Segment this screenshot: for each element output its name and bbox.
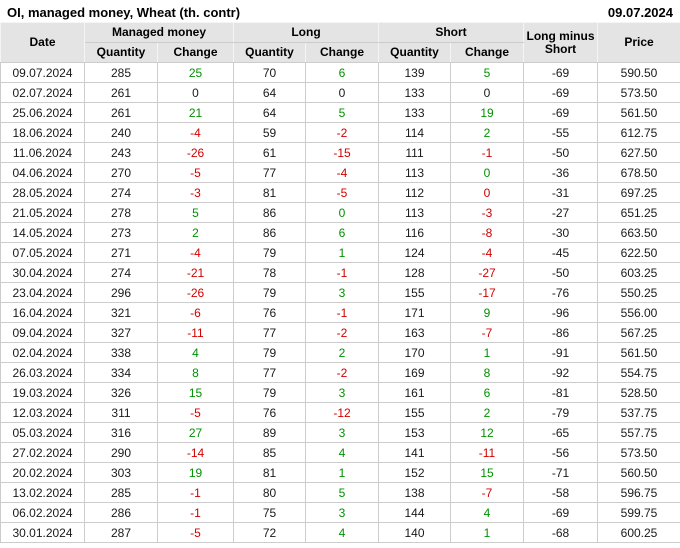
table-row [1,383,680,403]
table-row [1,343,680,363]
cell-date: 30.04.2024 [1,263,85,283]
cell-long-quantity: 61 [234,143,306,163]
cell-long-quantity: 77 [234,163,306,183]
cell-long-minus-short: -58 [524,483,598,503]
cell-short-quantity: 138 [379,483,451,503]
cell-short-change: 9 [451,303,524,323]
cell-price: 561.50 [598,343,680,363]
table-row [1,463,680,483]
cell-long-change: 3 [306,283,379,303]
cell-short-quantity: 112 [379,183,451,203]
cell-short-change: 8 [451,363,524,383]
table-row [1,243,680,263]
cell-long-change: 3 [306,503,379,523]
col-header-managed-money: Managed money [85,23,234,43]
cell-long-minus-short: -69 [524,63,598,83]
cell-short-change: -7 [451,323,524,343]
table-row [1,523,680,543]
cell-long-minus-short: -69 [524,83,598,103]
cell-mm-quantity: 311 [85,403,158,423]
cell-mm-change: 8 [158,363,234,383]
cell-mm-change: -4 [158,123,234,143]
cell-short-change: -27 [451,263,524,283]
cell-long-minus-short: -69 [524,103,598,123]
cell-short-change: -1 [451,143,524,163]
col-header-short: Short [379,23,524,43]
cell-date: 16.04.2024 [1,303,85,323]
cell-mm-change: 19 [158,463,234,483]
table-row [1,63,680,83]
cell-price: 651.25 [598,203,680,223]
table-body [1,63,680,543]
cell-date: 23.04.2024 [1,283,85,303]
col-header-long: Long [234,23,379,43]
subcol-header-long-quantity: Quantity [234,43,306,63]
table-row [1,303,680,323]
cell-short-quantity: 114 [379,123,451,143]
cell-long-minus-short: -36 [524,163,598,183]
cell-date: 09.07.2024 [1,63,85,83]
cell-long-quantity: 80 [234,483,306,503]
cell-price: 550.25 [598,283,680,303]
cell-short-quantity: 169 [379,363,451,383]
table-row [1,223,680,243]
cell-long-quantity: 76 [234,403,306,423]
cell-long-quantity: 70 [234,63,306,83]
cell-long-change: 5 [306,483,379,503]
cell-mm-quantity: 286 [85,503,158,523]
cell-long-minus-short: -31 [524,183,598,203]
cell-mm-quantity: 261 [85,83,158,103]
table-row [1,263,680,283]
cell-short-quantity: 113 [379,163,451,183]
cell-short-change: 0 [451,83,524,103]
cell-mm-quantity: 261 [85,103,158,123]
col-header-date: Date [1,23,85,63]
table-row [1,483,680,503]
cell-short-quantity: 170 [379,343,451,363]
cell-short-quantity: 161 [379,383,451,403]
cell-price: 697.25 [598,183,680,203]
cell-long-quantity: 76 [234,303,306,323]
cell-long-minus-short: -81 [524,383,598,403]
cell-mm-quantity: 338 [85,343,158,363]
table-row [1,443,680,463]
cell-mm-change: -6 [158,303,234,323]
cell-short-quantity: 139 [379,63,451,83]
cell-long-quantity: 78 [234,263,306,283]
cell-price: 528.50 [598,383,680,403]
cell-short-change: 12 [451,423,524,443]
cell-price: 596.75 [598,483,680,503]
cell-short-change: -7 [451,483,524,503]
cell-long-quantity: 81 [234,463,306,483]
cell-price: 590.50 [598,63,680,83]
cell-short-change: -11 [451,443,524,463]
cell-long-quantity: 72 [234,523,306,543]
cell-short-change: -8 [451,223,524,243]
subcol-header-short-quantity: Quantity [379,43,451,63]
cell-mm-change: -5 [158,403,234,423]
cell-short-change: 4 [451,503,524,523]
table-row [1,363,680,383]
table-row [1,323,680,343]
title-bar [0,0,680,22]
cell-mm-change: -4 [158,243,234,263]
cell-short-change: 1 [451,523,524,543]
cell-long-change: -4 [306,163,379,183]
cell-mm-quantity: 285 [85,483,158,503]
cell-long-minus-short: -55 [524,123,598,143]
cell-price: 557.75 [598,423,680,443]
cell-long-quantity: 79 [234,243,306,263]
cell-long-change: 6 [306,223,379,243]
cell-long-change: -1 [306,263,379,283]
cell-short-change: 2 [451,123,524,143]
cell-short-quantity: 155 [379,403,451,423]
cell-long-minus-short: -76 [524,283,598,303]
cell-long-minus-short: -30 [524,223,598,243]
subcol-header-mm-quantity: Quantity [85,43,158,63]
cell-date: 12.03.2024 [1,403,85,423]
cell-mm-change: -1 [158,503,234,523]
cell-short-change: 6 [451,383,524,403]
cell-mm-quantity: 334 [85,363,158,383]
cell-mm-quantity: 326 [85,383,158,403]
table-row [1,203,680,223]
cell-mm-change: -11 [158,323,234,343]
cell-long-change: -2 [306,123,379,143]
cell-mm-quantity: 274 [85,263,158,283]
cell-long-change: 6 [306,63,379,83]
cell-date: 21.05.2024 [1,203,85,223]
cell-short-quantity: 155 [379,283,451,303]
cell-short-quantity: 152 [379,463,451,483]
cell-long-change: -1 [306,303,379,323]
cell-date: 20.02.2024 [1,463,85,483]
table-row [1,143,680,163]
cell-short-quantity: 141 [379,443,451,463]
subcol-header-mm-change: Change [158,43,234,63]
cell-long-quantity: 79 [234,383,306,403]
cell-long-minus-short: -27 [524,203,598,223]
cell-long-minus-short: -45 [524,243,598,263]
cell-mm-quantity: 273 [85,223,158,243]
cell-long-quantity: 64 [234,83,306,103]
cell-short-quantity: 133 [379,103,451,123]
cell-long-minus-short: -91 [524,343,598,363]
cell-long-change: 1 [306,243,379,263]
cell-long-change: -2 [306,323,379,343]
cell-long-quantity: 89 [234,423,306,443]
cell-mm-quantity: 296 [85,283,158,303]
cell-price: 560.50 [598,463,680,483]
cell-short-change: 15 [451,463,524,483]
cell-mm-change: 15 [158,383,234,403]
cell-short-quantity: 124 [379,243,451,263]
cell-mm-change: 25 [158,63,234,83]
cell-price: 600.25 [598,523,680,543]
cell-mm-quantity: 321 [85,303,158,323]
cell-long-change: -12 [306,403,379,423]
cell-mm-quantity: 316 [85,423,158,443]
cell-long-minus-short: -79 [524,403,598,423]
cell-mm-quantity: 243 [85,143,158,163]
cell-price: 573.50 [598,83,680,103]
cell-date: 26.03.2024 [1,363,85,383]
cell-short-quantity: 144 [379,503,451,523]
cell-mm-quantity: 285 [85,63,158,83]
cell-mm-change: 5 [158,203,234,223]
cell-date: 02.04.2024 [1,343,85,363]
cell-date: 06.02.2024 [1,503,85,523]
cell-long-minus-short: -71 [524,463,598,483]
cell-date: 25.06.2024 [1,103,85,123]
cell-long-minus-short: -65 [524,423,598,443]
cell-short-quantity: 128 [379,263,451,283]
cell-price: 537.75 [598,403,680,423]
table-row [1,183,680,203]
cell-short-quantity: 111 [379,143,451,163]
cell-mm-change: -5 [158,523,234,543]
cell-long-quantity: 85 [234,443,306,463]
cell-long-minus-short: -56 [524,443,598,463]
cell-short-quantity: 113 [379,203,451,223]
cell-long-quantity: 81 [234,183,306,203]
col-header-long-minus-short: Long minus Short [524,23,598,63]
subcol-header-short-change: Change [451,43,524,63]
cell-date: 14.05.2024 [1,223,85,243]
cell-mm-quantity: 290 [85,443,158,463]
cell-short-change: -4 [451,243,524,263]
cell-long-minus-short: -50 [524,263,598,283]
cell-short-quantity: 171 [379,303,451,323]
table-row [1,123,680,143]
table-row [1,163,680,183]
cell-date: 27.02.2024 [1,443,85,463]
cell-short-change: -3 [451,203,524,223]
cell-short-quantity: 116 [379,223,451,243]
table-row [1,83,680,103]
table-header [1,23,680,63]
cell-mm-quantity: 270 [85,163,158,183]
cell-long-change: 3 [306,383,379,403]
cell-long-change: 2 [306,343,379,363]
cell-date: 05.03.2024 [1,423,85,443]
cell-long-quantity: 79 [234,283,306,303]
cell-price: 663.50 [598,223,680,243]
cell-long-quantity: 77 [234,363,306,383]
table-row [1,403,680,423]
cell-long-minus-short: -68 [524,523,598,543]
cell-long-minus-short: -50 [524,143,598,163]
cell-mm-change: 27 [158,423,234,443]
cell-long-quantity: 86 [234,203,306,223]
cell-date: 30.01.2024 [1,523,85,543]
cell-short-change: 0 [451,183,524,203]
cell-long-quantity: 79 [234,343,306,363]
cell-mm-quantity: 240 [85,123,158,143]
cell-short-quantity: 133 [379,83,451,103]
cell-long-quantity: 64 [234,103,306,123]
cell-long-minus-short: -86 [524,323,598,343]
cell-date: 18.06.2024 [1,123,85,143]
cell-mm-quantity: 327 [85,323,158,343]
cell-mm-quantity: 271 [85,243,158,263]
cell-date: 19.03.2024 [1,383,85,403]
cell-date: 09.04.2024 [1,323,85,343]
cell-price: 573.50 [598,443,680,463]
cell-long-quantity: 77 [234,323,306,343]
cell-long-change: -5 [306,183,379,203]
cell-long-minus-short: -69 [524,503,598,523]
cell-price: 556.00 [598,303,680,323]
cell-date: 13.02.2024 [1,483,85,503]
cell-price: 567.25 [598,323,680,343]
cell-mm-change: -3 [158,183,234,203]
table-row [1,103,680,123]
cell-mm-change: 21 [158,103,234,123]
cell-mm-quantity: 278 [85,203,158,223]
cell-long-change: -15 [306,143,379,163]
cell-price: 627.50 [598,143,680,163]
subcol-header-long-change: Change [306,43,379,63]
cell-short-change: 19 [451,103,524,123]
col-header-price: Price [598,23,680,63]
table-row [1,503,680,523]
cell-long-minus-short: -92 [524,363,598,383]
cell-date: 07.05.2024 [1,243,85,263]
cell-price: 561.50 [598,103,680,123]
cell-price: 612.75 [598,123,680,143]
table-row [1,423,680,443]
cell-long-change: 0 [306,83,379,103]
cell-short-quantity: 153 [379,423,451,443]
cell-mm-change: -26 [158,143,234,163]
cell-mm-change: -14 [158,443,234,463]
cell-long-minus-short: -96 [524,303,598,323]
cell-mm-quantity: 274 [85,183,158,203]
cell-mm-quantity: 303 [85,463,158,483]
cell-long-change: -2 [306,363,379,383]
cell-date: 02.07.2024 [1,83,85,103]
cell-date: 04.06.2024 [1,163,85,183]
cell-long-change: 3 [306,423,379,443]
cell-mm-change: -1 [158,483,234,503]
cell-long-quantity: 75 [234,503,306,523]
cell-mm-change: -21 [158,263,234,283]
cell-short-quantity: 140 [379,523,451,543]
cell-short-change: 0 [451,163,524,183]
cell-mm-quantity: 287 [85,523,158,543]
report-date: 09.07.2024 [607,4,673,20]
cell-mm-change: -5 [158,163,234,183]
cell-long-change: 1 [306,463,379,483]
cell-long-quantity: 86 [234,223,306,243]
cell-long-change: 0 [306,203,379,223]
cell-long-change: 4 [306,523,379,543]
cell-long-quantity: 59 [234,123,306,143]
cell-long-change: 5 [306,103,379,123]
cell-mm-change: -26 [158,283,234,303]
cell-short-change: 5 [451,63,524,83]
cell-price: 678.50 [598,163,680,183]
cell-short-change: 2 [451,403,524,423]
report-title: OI, managed money, Wheat (th. contr) [7,4,241,20]
cell-date: 28.05.2024 [1,183,85,203]
cell-long-change: 4 [306,443,379,463]
cell-short-change: -17 [451,283,524,303]
cell-price: 622.50 [598,243,680,263]
table-row [1,283,680,303]
oi-data-table [0,22,680,543]
cell-short-change: 1 [451,343,524,363]
cell-mm-change: 2 [158,223,234,243]
cell-short-quantity: 163 [379,323,451,343]
cell-price: 599.75 [598,503,680,523]
cell-mm-change: 4 [158,343,234,363]
cell-price: 603.25 [598,263,680,283]
cell-date: 11.06.2024 [1,143,85,163]
cell-price: 554.75 [598,363,680,383]
cell-mm-change: 0 [158,83,234,103]
